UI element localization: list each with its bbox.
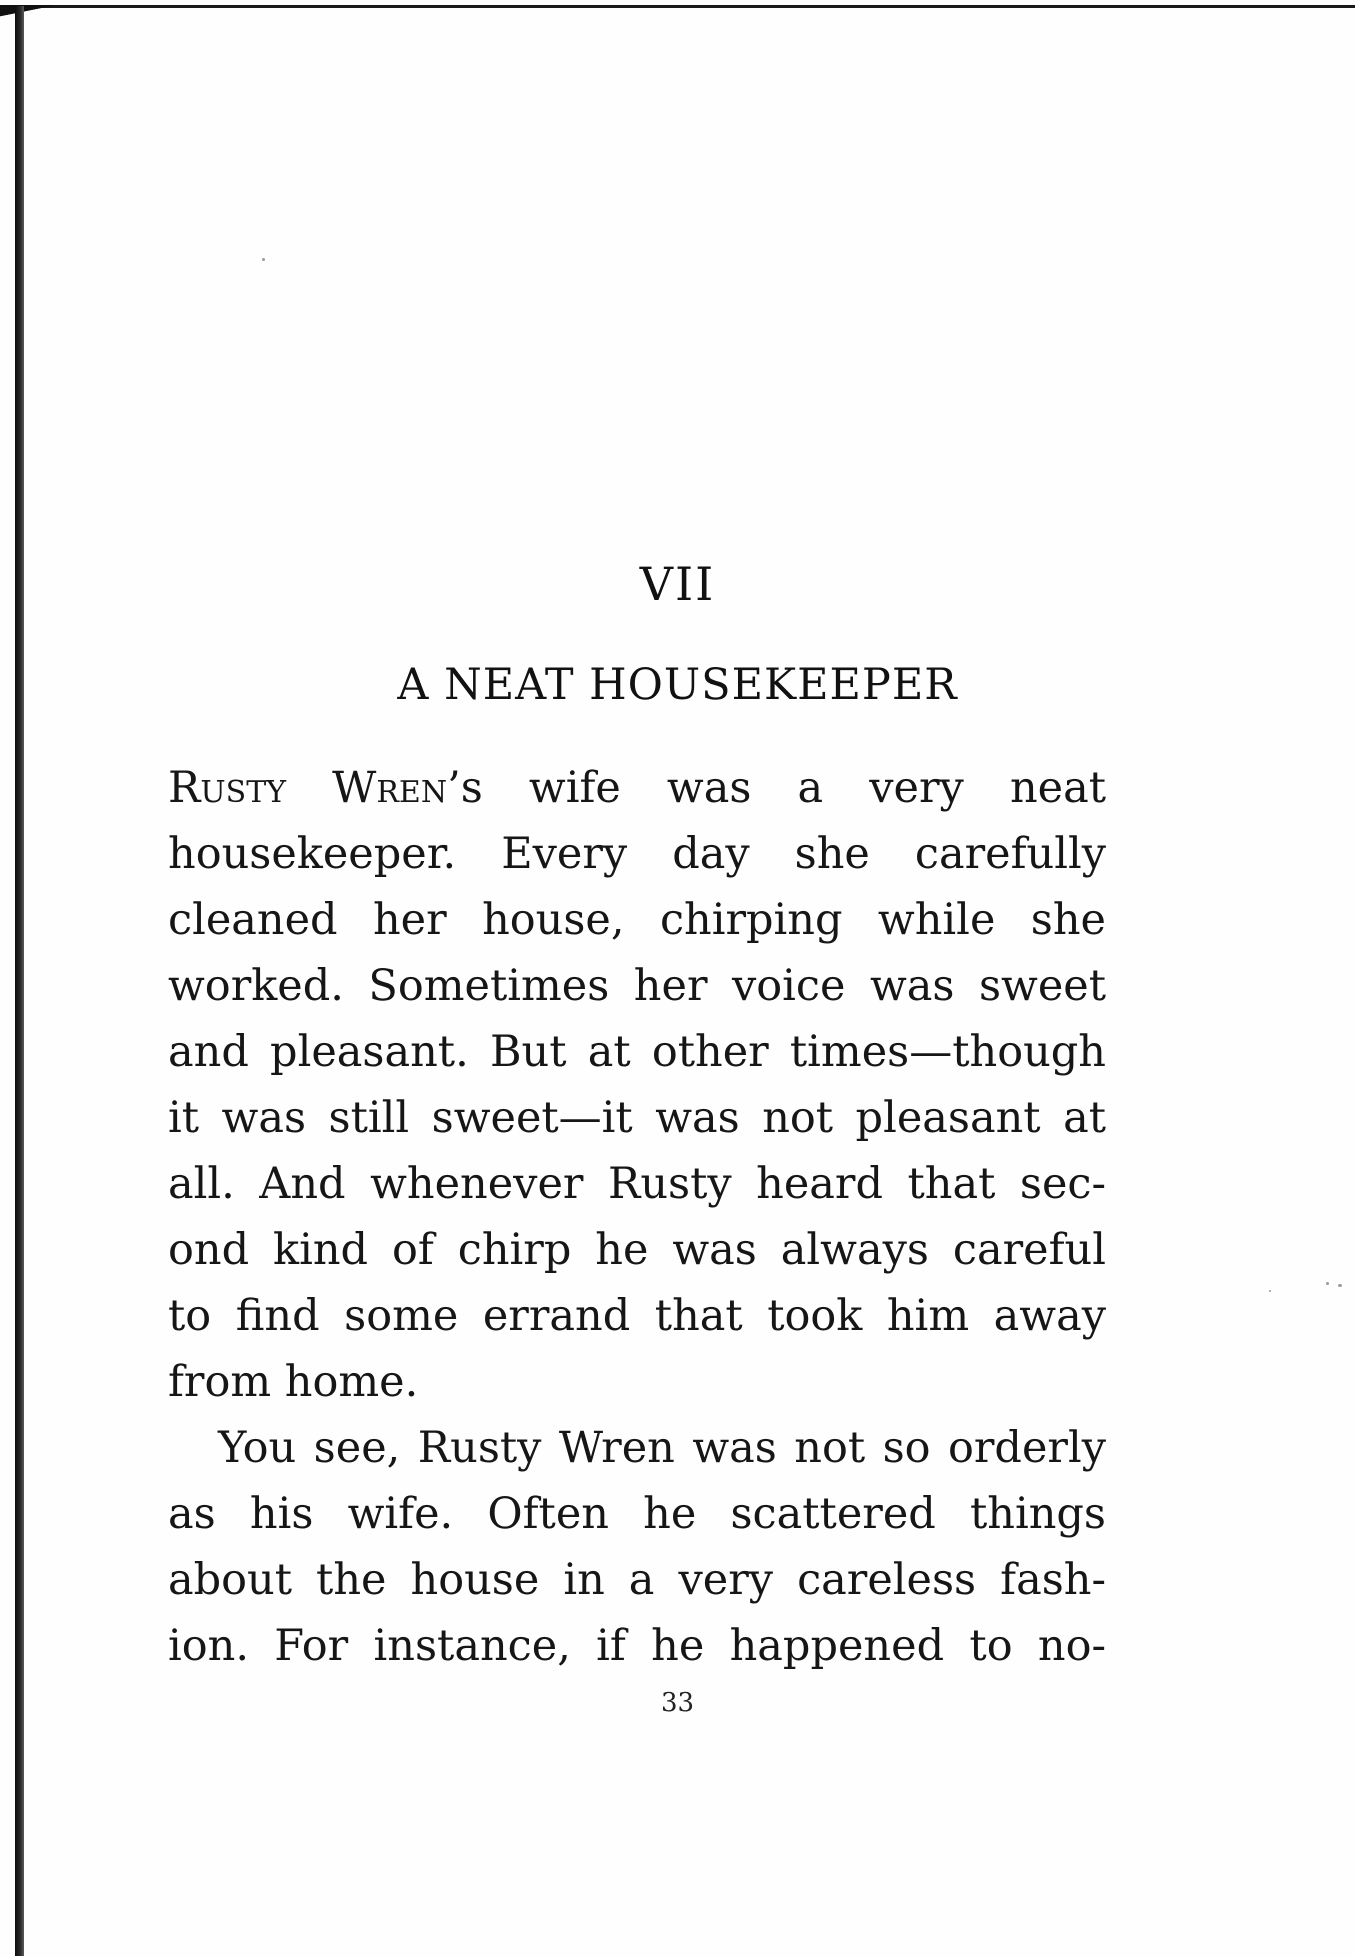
text-line: ond kind of chirp he was always careful: [168, 1225, 1106, 1275]
text-line: worked. Sometimes her voice was sweet: [168, 961, 1106, 1011]
text-line: and pleasant. But at other times—though: [168, 1027, 1106, 1077]
paper-speck: [1326, 1282, 1329, 1285]
text-line: all. And whenever Rusty heard that sec-: [168, 1159, 1106, 1209]
opening-word: Wren: [332, 763, 448, 813]
top-edge-rule: [0, 5, 1355, 8]
text-line: as his wife. Often he scattered things: [168, 1489, 1106, 1539]
text-line: You see, Rusty Wren was not so orderly: [218, 1423, 1106, 1473]
text-line: [168, 755, 1106, 821]
chapter-number: VII: [639, 557, 716, 611]
text-line: to find some errand that took him away: [168, 1291, 1106, 1341]
text-line: from home.: [168, 1357, 419, 1407]
text-line: it was still sweet—it was not pleasant at: [168, 1093, 1106, 1143]
body-text: [168, 755, 1106, 1679]
binding-corner: [0, 5, 70, 19]
text-line: cleaned her house, chirping while she: [168, 895, 1106, 945]
page-number: 33: [660, 1688, 695, 1718]
paper-speck: [1338, 1284, 1342, 1287]
opening-word: Rusty: [168, 763, 287, 813]
paper-speck: [262, 258, 265, 261]
line-text: ’s wife was a very neat: [447, 763, 1106, 813]
text-line: about the house in a very careless fash-: [168, 1555, 1106, 1605]
chapter-title: A NEAT HOUSEKEEPER: [397, 660, 958, 710]
text-line: housekeeper. Every day she carefully: [168, 829, 1106, 879]
text-line: ion. For instance, if he happened to no-: [168, 1621, 1106, 1671]
binding-edge: [15, 6, 24, 1956]
paper-speck: [1269, 1290, 1271, 1292]
